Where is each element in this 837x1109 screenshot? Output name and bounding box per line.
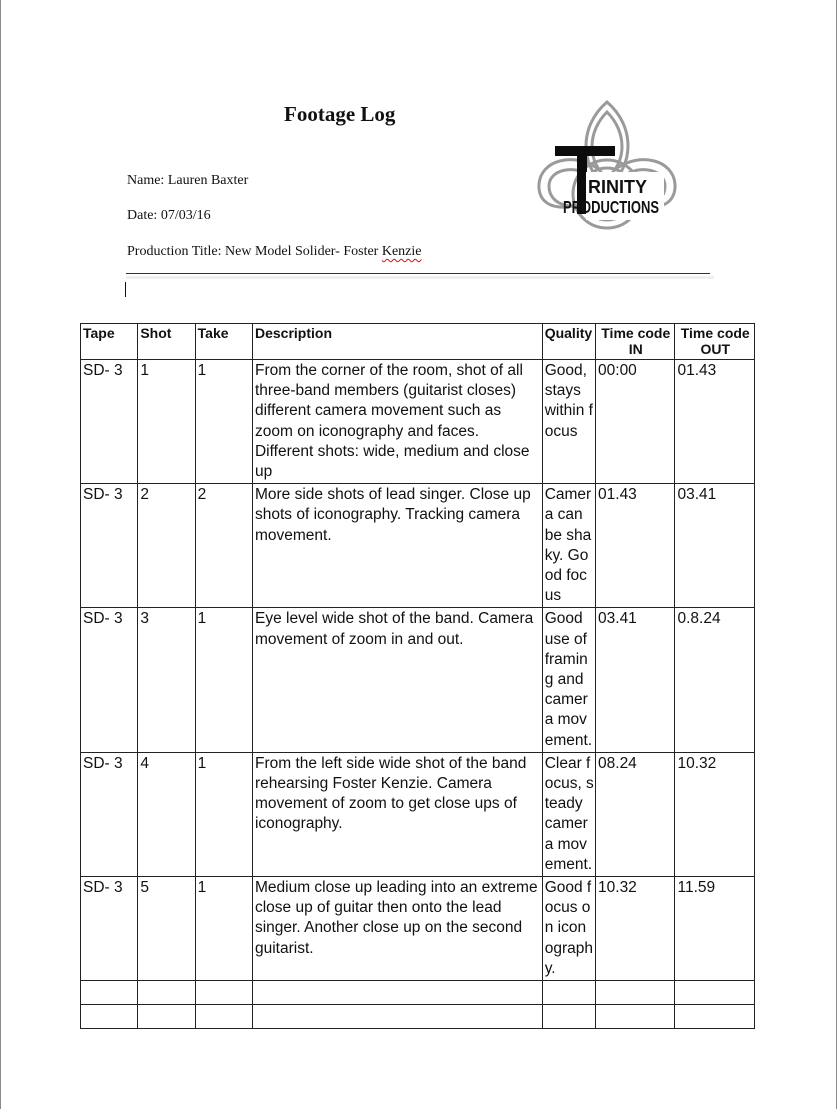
- cell-tape[interactable]: SD- 3: [81, 484, 138, 608]
- cell-time-in[interactable]: 00:00: [596, 360, 675, 484]
- header-tape[interactable]: Tape: [81, 324, 138, 360]
- cell-take[interactable]: 1: [195, 360, 252, 484]
- header-description[interactable]: Description: [252, 324, 542, 360]
- header-quality[interactable]: Quality: [542, 324, 595, 360]
- header-take[interactable]: Take: [195, 324, 252, 360]
- text-cursor: [125, 282, 126, 297]
- cell-time-out[interactable]: 01.43: [675, 360, 755, 484]
- table-row: [81, 484, 755, 608]
- empty-cell[interactable]: [138, 1005, 195, 1029]
- logo-line-1: RINITY: [588, 177, 648, 197]
- cell-tape[interactable]: SD- 3: [81, 360, 138, 484]
- cell-shot[interactable]: 5: [138, 877, 195, 981]
- cell-time-out[interactable]: 11.59: [675, 877, 755, 981]
- header-shot[interactable]: Shot: [138, 324, 195, 360]
- cell-time-in[interactable]: 03.41: [596, 608, 675, 752]
- cell-take[interactable]: 1: [195, 877, 252, 981]
- cell-take[interactable]: 1: [195, 608, 252, 752]
- empty-cell[interactable]: [195, 981, 252, 1005]
- table-row: [81, 608, 755, 752]
- empty-cell[interactable]: [195, 1005, 252, 1029]
- cell-quality[interactable]: Good, stays within focus: [542, 360, 595, 484]
- cell-quality[interactable]: Good use of framing and camera movement.: [542, 608, 595, 752]
- empty-cell[interactable]: [81, 981, 138, 1005]
- cell-quality[interactable]: Camera can be shaky. Good focus: [542, 484, 595, 608]
- header-time-in-line2: IN: [628, 341, 643, 357]
- date-line[interactable]: Date: 07/03/16: [127, 208, 211, 223]
- page-edge-left: [0, 0, 1, 1109]
- header-time-out[interactable]: [675, 324, 755, 360]
- trinity-knot-icon: [533, 96, 681, 232]
- empty-cell[interactable]: [542, 1005, 595, 1029]
- cell-time-out[interactable]: 03.41: [675, 484, 755, 608]
- empty-cell[interactable]: [596, 981, 675, 1005]
- empty-cell[interactable]: [675, 981, 755, 1005]
- cell-tape[interactable]: SD- 3: [81, 752, 138, 876]
- empty-cell[interactable]: [138, 981, 195, 1005]
- empty-cell[interactable]: [596, 1005, 675, 1029]
- cell-take[interactable]: 1: [195, 752, 252, 876]
- production-title-line[interactable]: [127, 244, 422, 260]
- header-time-in-line1: Time code: [601, 325, 671, 341]
- cell-shot[interactable]: 2: [138, 484, 195, 608]
- empty-table-row: [81, 1005, 755, 1029]
- empty-cell[interactable]: [252, 1005, 542, 1029]
- horizontal-rule-shadow: [126, 276, 714, 279]
- cell-description[interactable]: From the corner of the room, shot of all three-band members (guitarist closes) different camera movement such as zoom on iconography and faces. Different shots: wide, medium and close up: [252, 360, 542, 484]
- cell-time-out[interactable]: 0.8.24: [675, 608, 755, 752]
- cell-shot[interactable]: 1: [138, 360, 195, 484]
- cell-description[interactable]: More side shots of lead singer. Close up shots of iconography. Tracking camera movement.: [252, 484, 542, 608]
- empty-table-row: [81, 981, 755, 1005]
- cell-quality[interactable]: Good focus on iconography.: [542, 877, 595, 981]
- header-time-out-line2: OUT: [700, 341, 731, 357]
- empty-cell[interactable]: [81, 1005, 138, 1029]
- cell-description[interactable]: Eye level wide shot of the band. Camera movement of zoom in and out.: [252, 608, 542, 752]
- header-time-out-line1: Time code: [680, 325, 750, 341]
- production-title-text: Production Title: New Model Solider- Foster: [127, 244, 379, 259]
- table-header-row: [81, 324, 755, 360]
- cell-tape[interactable]: SD- 3: [81, 877, 138, 981]
- empty-cell[interactable]: [542, 981, 595, 1005]
- document-title: Footage Log: [284, 102, 396, 126]
- trinity-productions-logo: [533, 96, 681, 232]
- empty-cell[interactable]: [252, 981, 542, 1005]
- cell-time-out[interactable]: 10.32: [675, 752, 755, 876]
- table-row: [81, 360, 755, 484]
- horizontal-rule: [126, 273, 710, 274]
- cell-time-in[interactable]: 10.32: [596, 877, 675, 981]
- table-row: [81, 877, 755, 981]
- cell-description[interactable]: Medium close up leading into an extreme close up of guitar then onto the lead singer. Another close up on the second guitarist.: [252, 877, 542, 981]
- cell-time-in[interactable]: 01.43: [596, 484, 675, 608]
- cell-tape[interactable]: SD- 3: [81, 608, 138, 752]
- name-line[interactable]: Name: Lauren Baxter: [127, 173, 249, 188]
- table-row: [81, 752, 755, 876]
- spellcheck-word[interactable]: Kenzie: [381, 244, 422, 259]
- cell-time-in[interactable]: 08.24: [596, 752, 675, 876]
- header-time-in[interactable]: [596, 324, 675, 360]
- logo-line-2: PRODUCTIONS: [563, 197, 659, 217]
- cell-quality[interactable]: Clear focus, steady camera movement.: [542, 752, 595, 876]
- cell-description[interactable]: From the left side wide shot of the band rehearsing Foster Kenzie. Camera movement of zoom to get close ups of iconography.: [252, 752, 542, 876]
- cell-shot[interactable]: 4: [138, 752, 195, 876]
- cell-shot[interactable]: 3: [138, 608, 195, 752]
- footage-log-table: [80, 323, 755, 1029]
- empty-cell[interactable]: [675, 1005, 755, 1029]
- cell-take[interactable]: 2: [195, 484, 252, 608]
